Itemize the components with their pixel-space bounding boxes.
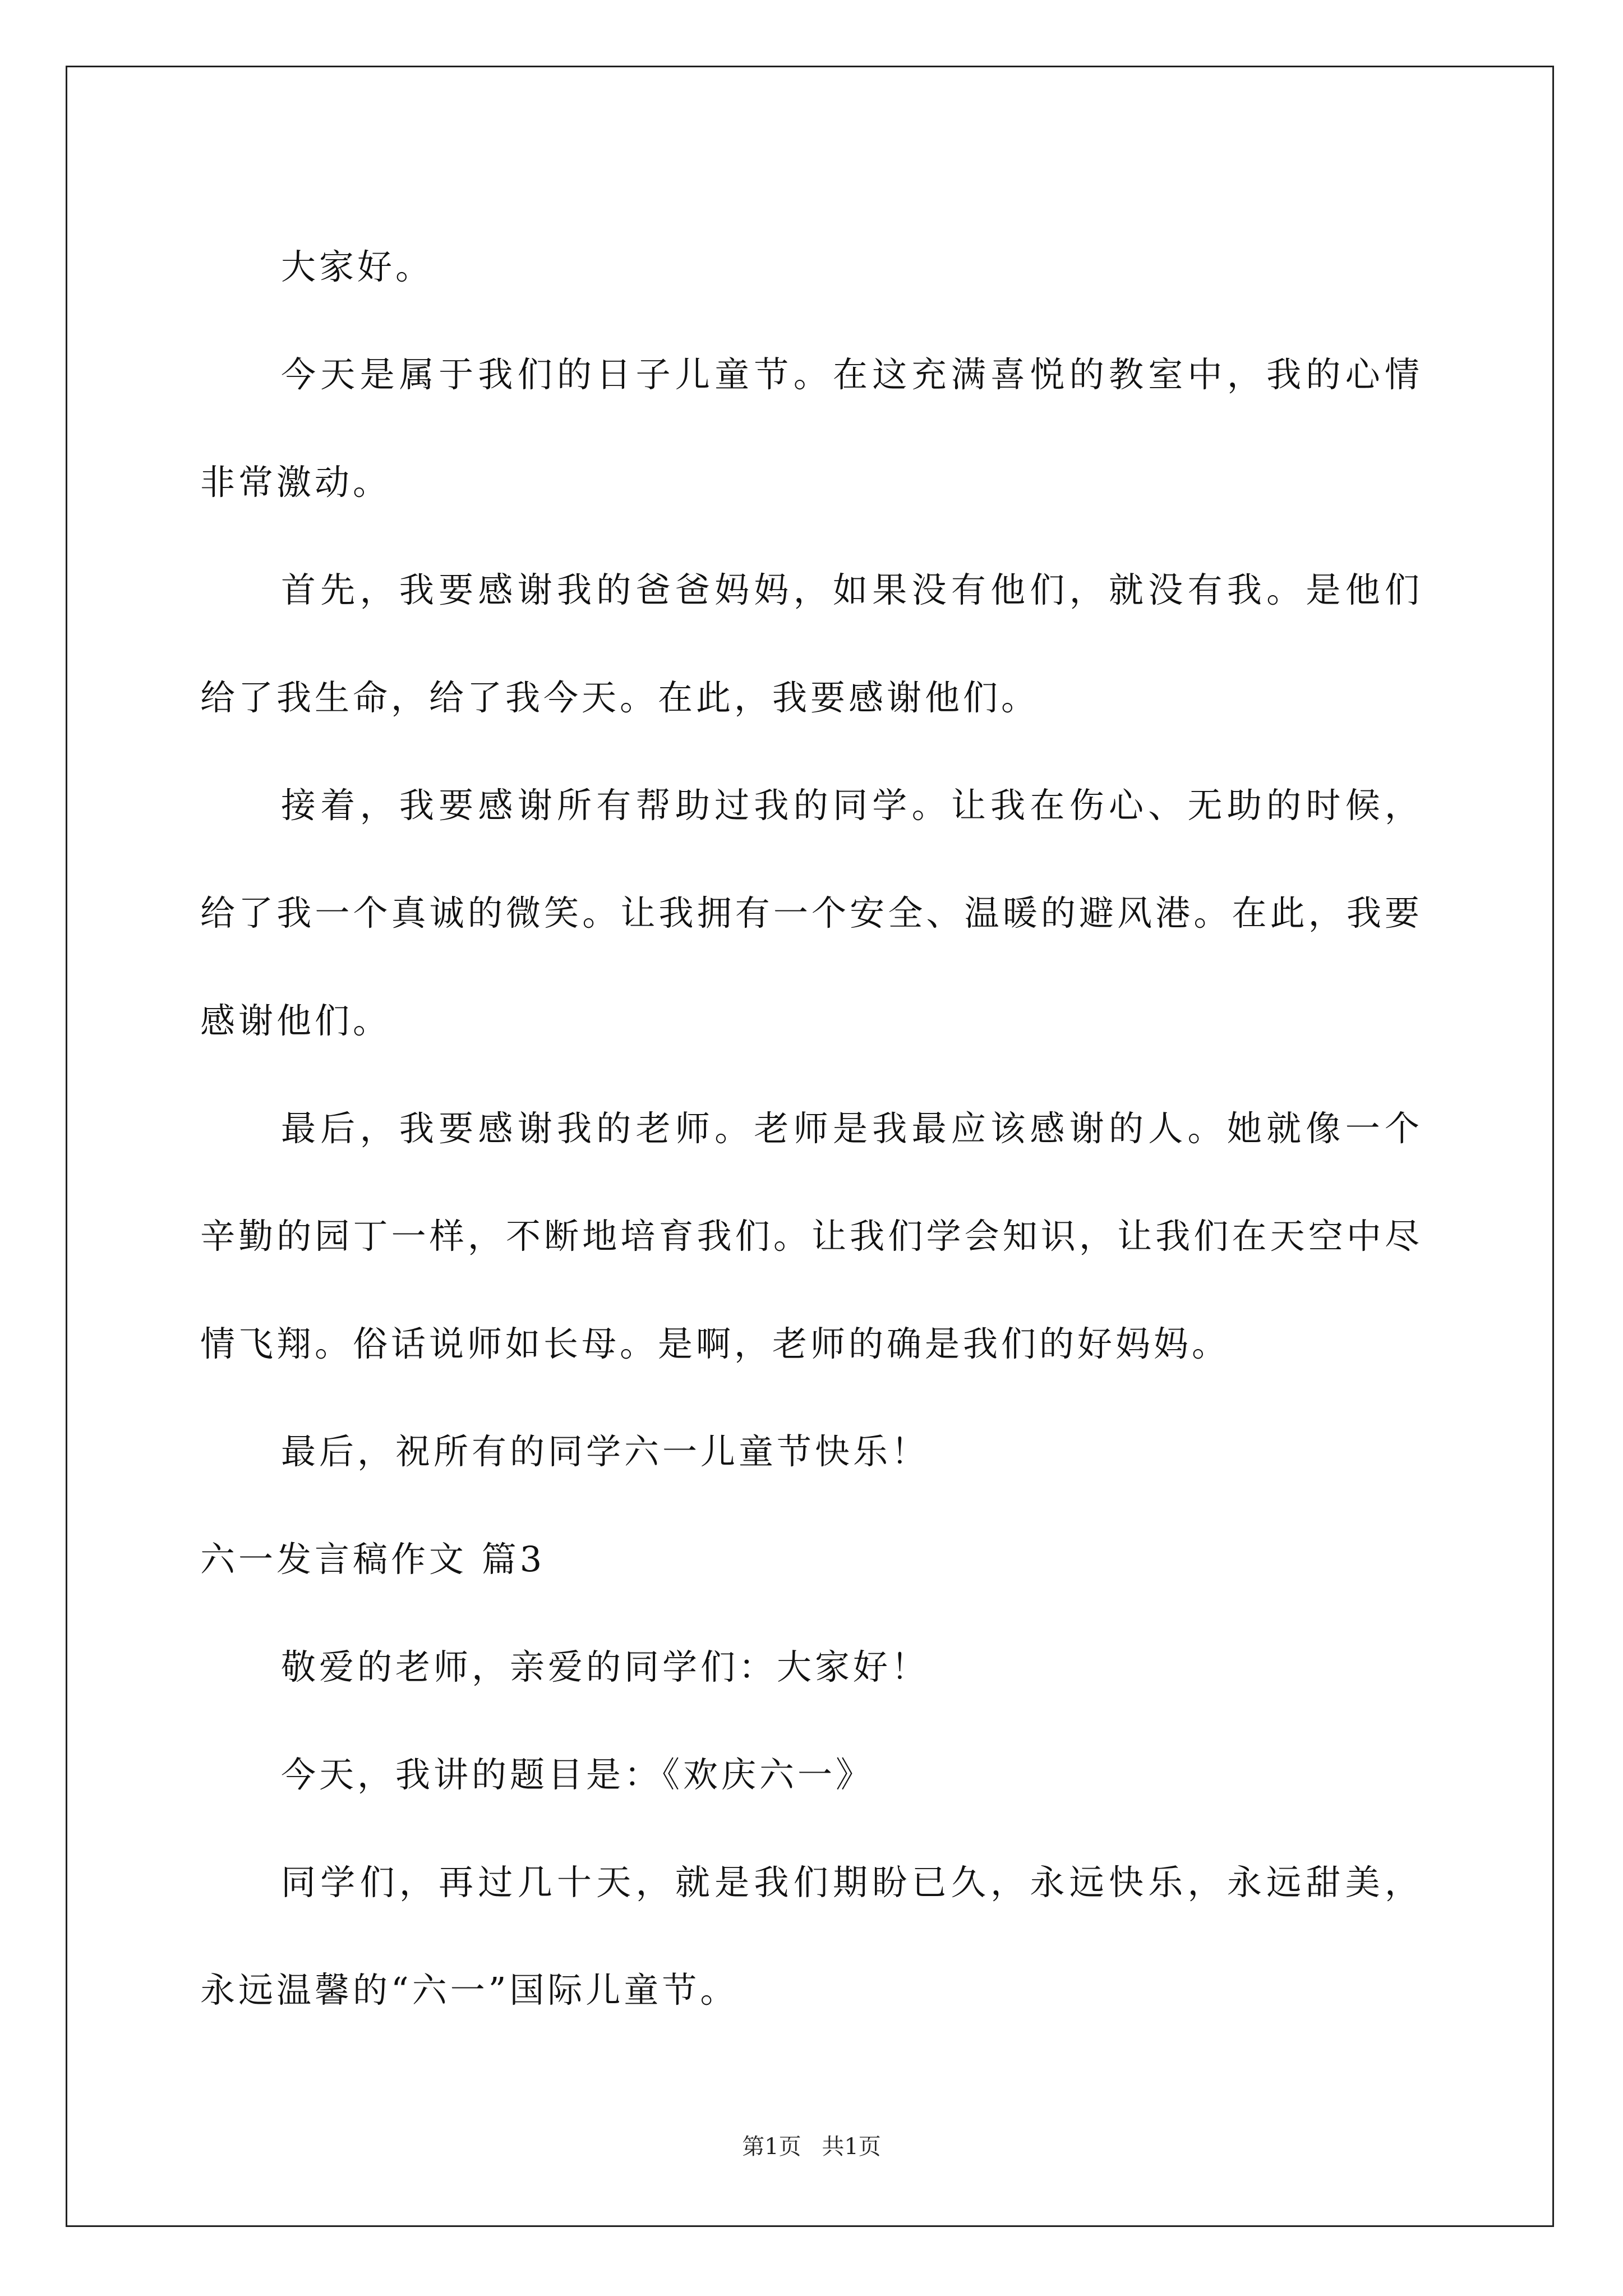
paragraph-childrens-day: 今天是属于我们的日子儿童节。在这充满喜悦的教室中，我的心情非常激动。 [200,354,1423,503]
paragraph-countdown: 同学们，再过几十天，就是我们期盼已久，永远快乐，永远甜美，永远温馨的“六一”国际儿童节。 [200,1862,1423,2010]
paragraph-closing-wish: 最后，祝所有的同学六一儿童节快乐！ [281,1431,930,1472]
page-footer [0,2129,1623,2161]
paragraph-topic: 今天，我讲的题目是：《欢庆六一》 [281,1754,874,1795]
paragraph-salutation: 敬爱的老师，亲爱的同学们：大家好！ [281,1646,930,1687]
paragraph-thank-classmates: 接着，我要感谢所有帮助过我的同学。让我在伤心、无助的时候，给了我一个真诚的微笑。让我拥有一个安全、温暖的避风港。在此，我要感谢他们。 [200,785,1423,1041]
document-body [200,213,1423,2044]
paragraph-greeting: 大家好。 [281,246,434,287]
page-number: 第1页 [742,2134,801,2160]
paragraph-thank-parents: 首先，我要感谢我的爸爸妈妈，如果没有他们，就没有我。是他们给了我生命，给了我今天。在此，我要感谢他们。 [200,569,1423,718]
section-heading: 六一发言稿作文 篇3 [200,1539,546,1580]
page-total: 共1页 [822,2134,881,2160]
paragraph-thank-teacher: 最后，我要感谢我的老师。老师是我最应该感谢的人。她就像一个辛勤的园丁一样，不断地培育我们。让我们学会知识，让我们在天空中尽情飞翔。俗话说师如长母。是啊，老师的确是我们的好妈妈。 [200,1108,1423,1364]
